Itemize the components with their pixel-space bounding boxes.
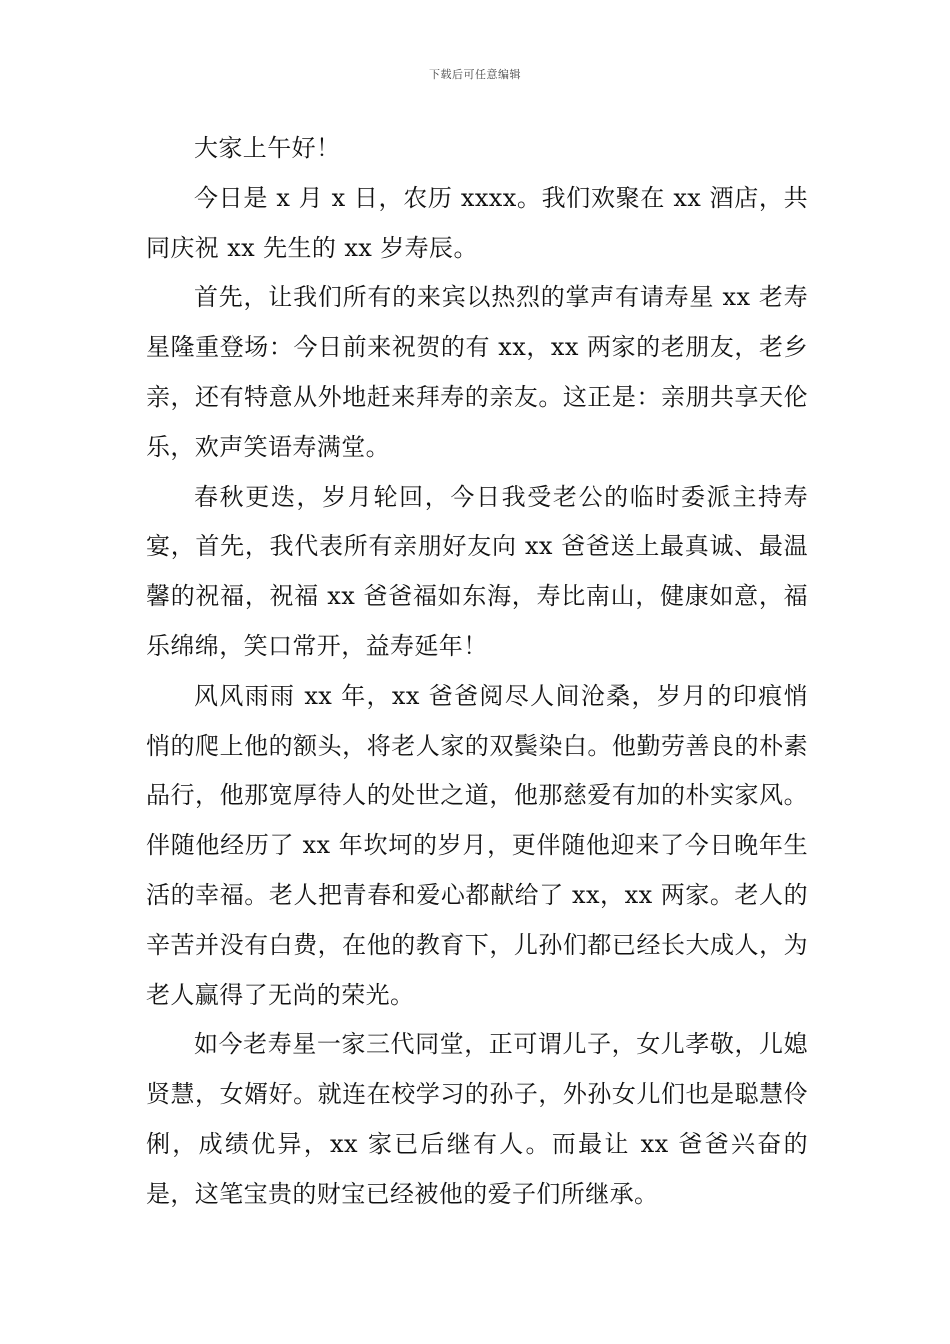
paragraph-family: 如今老寿星一家三代同堂，正可谓儿子，女儿孝敬，儿媳贤慧，女婿好。就连在校学习的孙子，外孙女儿们也是聪慧伶俐，成绩优异，xx 家已后继有人。而最让 xx 爸爸兴奋的是，这笔宝贵的财宝已经被他的爱子们所继承。: [146, 1030, 808, 1208]
page-header: 下载后可任意编辑: [429, 68, 521, 81]
paragraph-date-venue: 今日是 x 月 x 日，农历 xxxx。我们欢聚在 xx 酒店，共同庆祝 xx 先生的 xx 岁寿辰。: [146, 183, 808, 262]
paragraph-welcome-guests: 首先，让我们所有的来宾以热烈的掌声有请寿星 xx 老寿星隆重登场：今日前来祝贺的有 xx，xx 两家的老朋友，老乡亲，还有特意从外地赶来拜寿的亲友。这正是：亲朋共享天伦乐，欢声笑语寿满堂。: [146, 283, 808, 461]
paragraph-blessings: 春秋更迭，岁月轮回，今日我受老公的临时委派主持寿宴，首先，我代表所有亲朋好友向 xx 爸爸送上最真诚、最温馨的祝福，祝福 xx 爸爸福如东海，寿比南山，健康如意，福乐绵绵，笑口常开，益寿延年！: [146, 482, 808, 660]
paragraph-greeting: 大家上午好！: [194, 134, 341, 162]
paragraph-life-story: 风风雨雨 xx 年，xx 爸爸阅尽人间沧桑，岁月的印痕悄悄的爬上他的额头，将老人家的双鬓染白。他勤劳善良的朴素品行，他那宽厚待人的处世之道，他那慈爱有加的朴实家风。伴随他经历了 xx 年坎坷的岁月，更伴随他迎来了今日晚年生活的幸福。老人把青春和爱心都献给了 xx，xx 两家。老人的辛苦并没有白费，在他的教育下，儿孙们都已经长大成人，为老人赢得了无尚的荣光。: [146, 681, 808, 1009]
document-body: [146, 124, 808, 1220]
